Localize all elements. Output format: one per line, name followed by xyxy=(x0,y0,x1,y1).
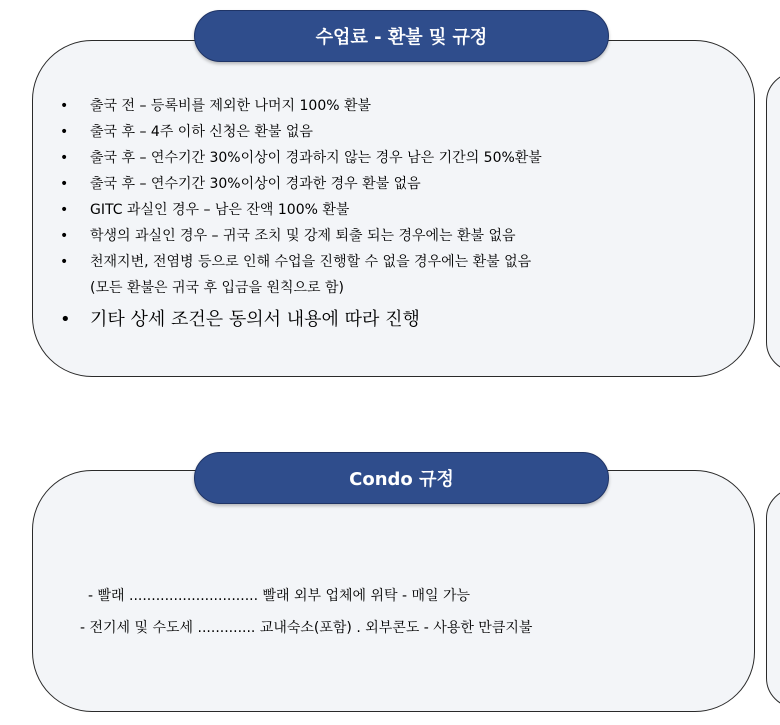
right-panel-bottom-partial xyxy=(766,488,780,708)
refund-note: (모든 환불은 귀국 후 입금을 원칙으로 함) xyxy=(90,280,345,296)
condo-policy-lines xyxy=(80,580,740,644)
list-item: • 출국 후 – 4주 이하 신청은 환불 없음 xyxy=(60,119,750,145)
list-item: • GITC 과실인 경우 – 남은 잔액 100% 환불 xyxy=(60,197,750,223)
list-item: • 출국 전 – 등록비를 제외한 나머지 100% 환불 xyxy=(60,93,750,119)
condo-laundry-line: - 빨래 ............................. 빨래 외부 업체에 위탁 - 매일 가능 xyxy=(88,588,471,604)
condo-policy-title: Condo 규정 xyxy=(194,452,609,504)
right-panel-top-partial xyxy=(766,72,780,372)
list-item: • 천재지변, 전염병 등으로 인해 수업을 진행할 수 없을 경우에는 환불 없음 (모든 환불은 귀국 후 입금을 원칙으로 함) xyxy=(60,249,750,303)
bullet-icon: • xyxy=(60,254,69,270)
refund-policy-title: 수업료 - 환불 및 규정 xyxy=(194,10,609,62)
list-item: • 출국 후 – 연수기간 30%이상이 경과하지 않는 경우 남은 기간의 50%환불 xyxy=(60,145,750,171)
bullet-icon: • xyxy=(60,202,69,218)
bullet-icon: • xyxy=(60,228,69,244)
list-item: • 기타 상세 조건은 동의서 내용에 따라 진행 xyxy=(60,303,750,337)
bullet-icon: • xyxy=(60,309,71,330)
list-item: • 학생의 과실인 경우 – 귀국 조치 및 강제 퇴출 되는 경우에는 환불 없음 xyxy=(60,223,750,249)
bullet-icon: • xyxy=(60,176,69,192)
condo-utilities-line: - 전기세 및 수도세 ............. 교내숙소(포함) . 외부콘도 - 사용한 만큼지불 xyxy=(80,620,533,636)
refund-policy-list xyxy=(60,93,750,337)
bullet-icon: • xyxy=(60,150,69,166)
list-item: • 출국 후 – 연수기간 30%이상이 경과한 경우 환불 없음 xyxy=(60,171,750,197)
bullet-icon: • xyxy=(60,98,69,114)
bullet-icon: • xyxy=(60,124,69,140)
